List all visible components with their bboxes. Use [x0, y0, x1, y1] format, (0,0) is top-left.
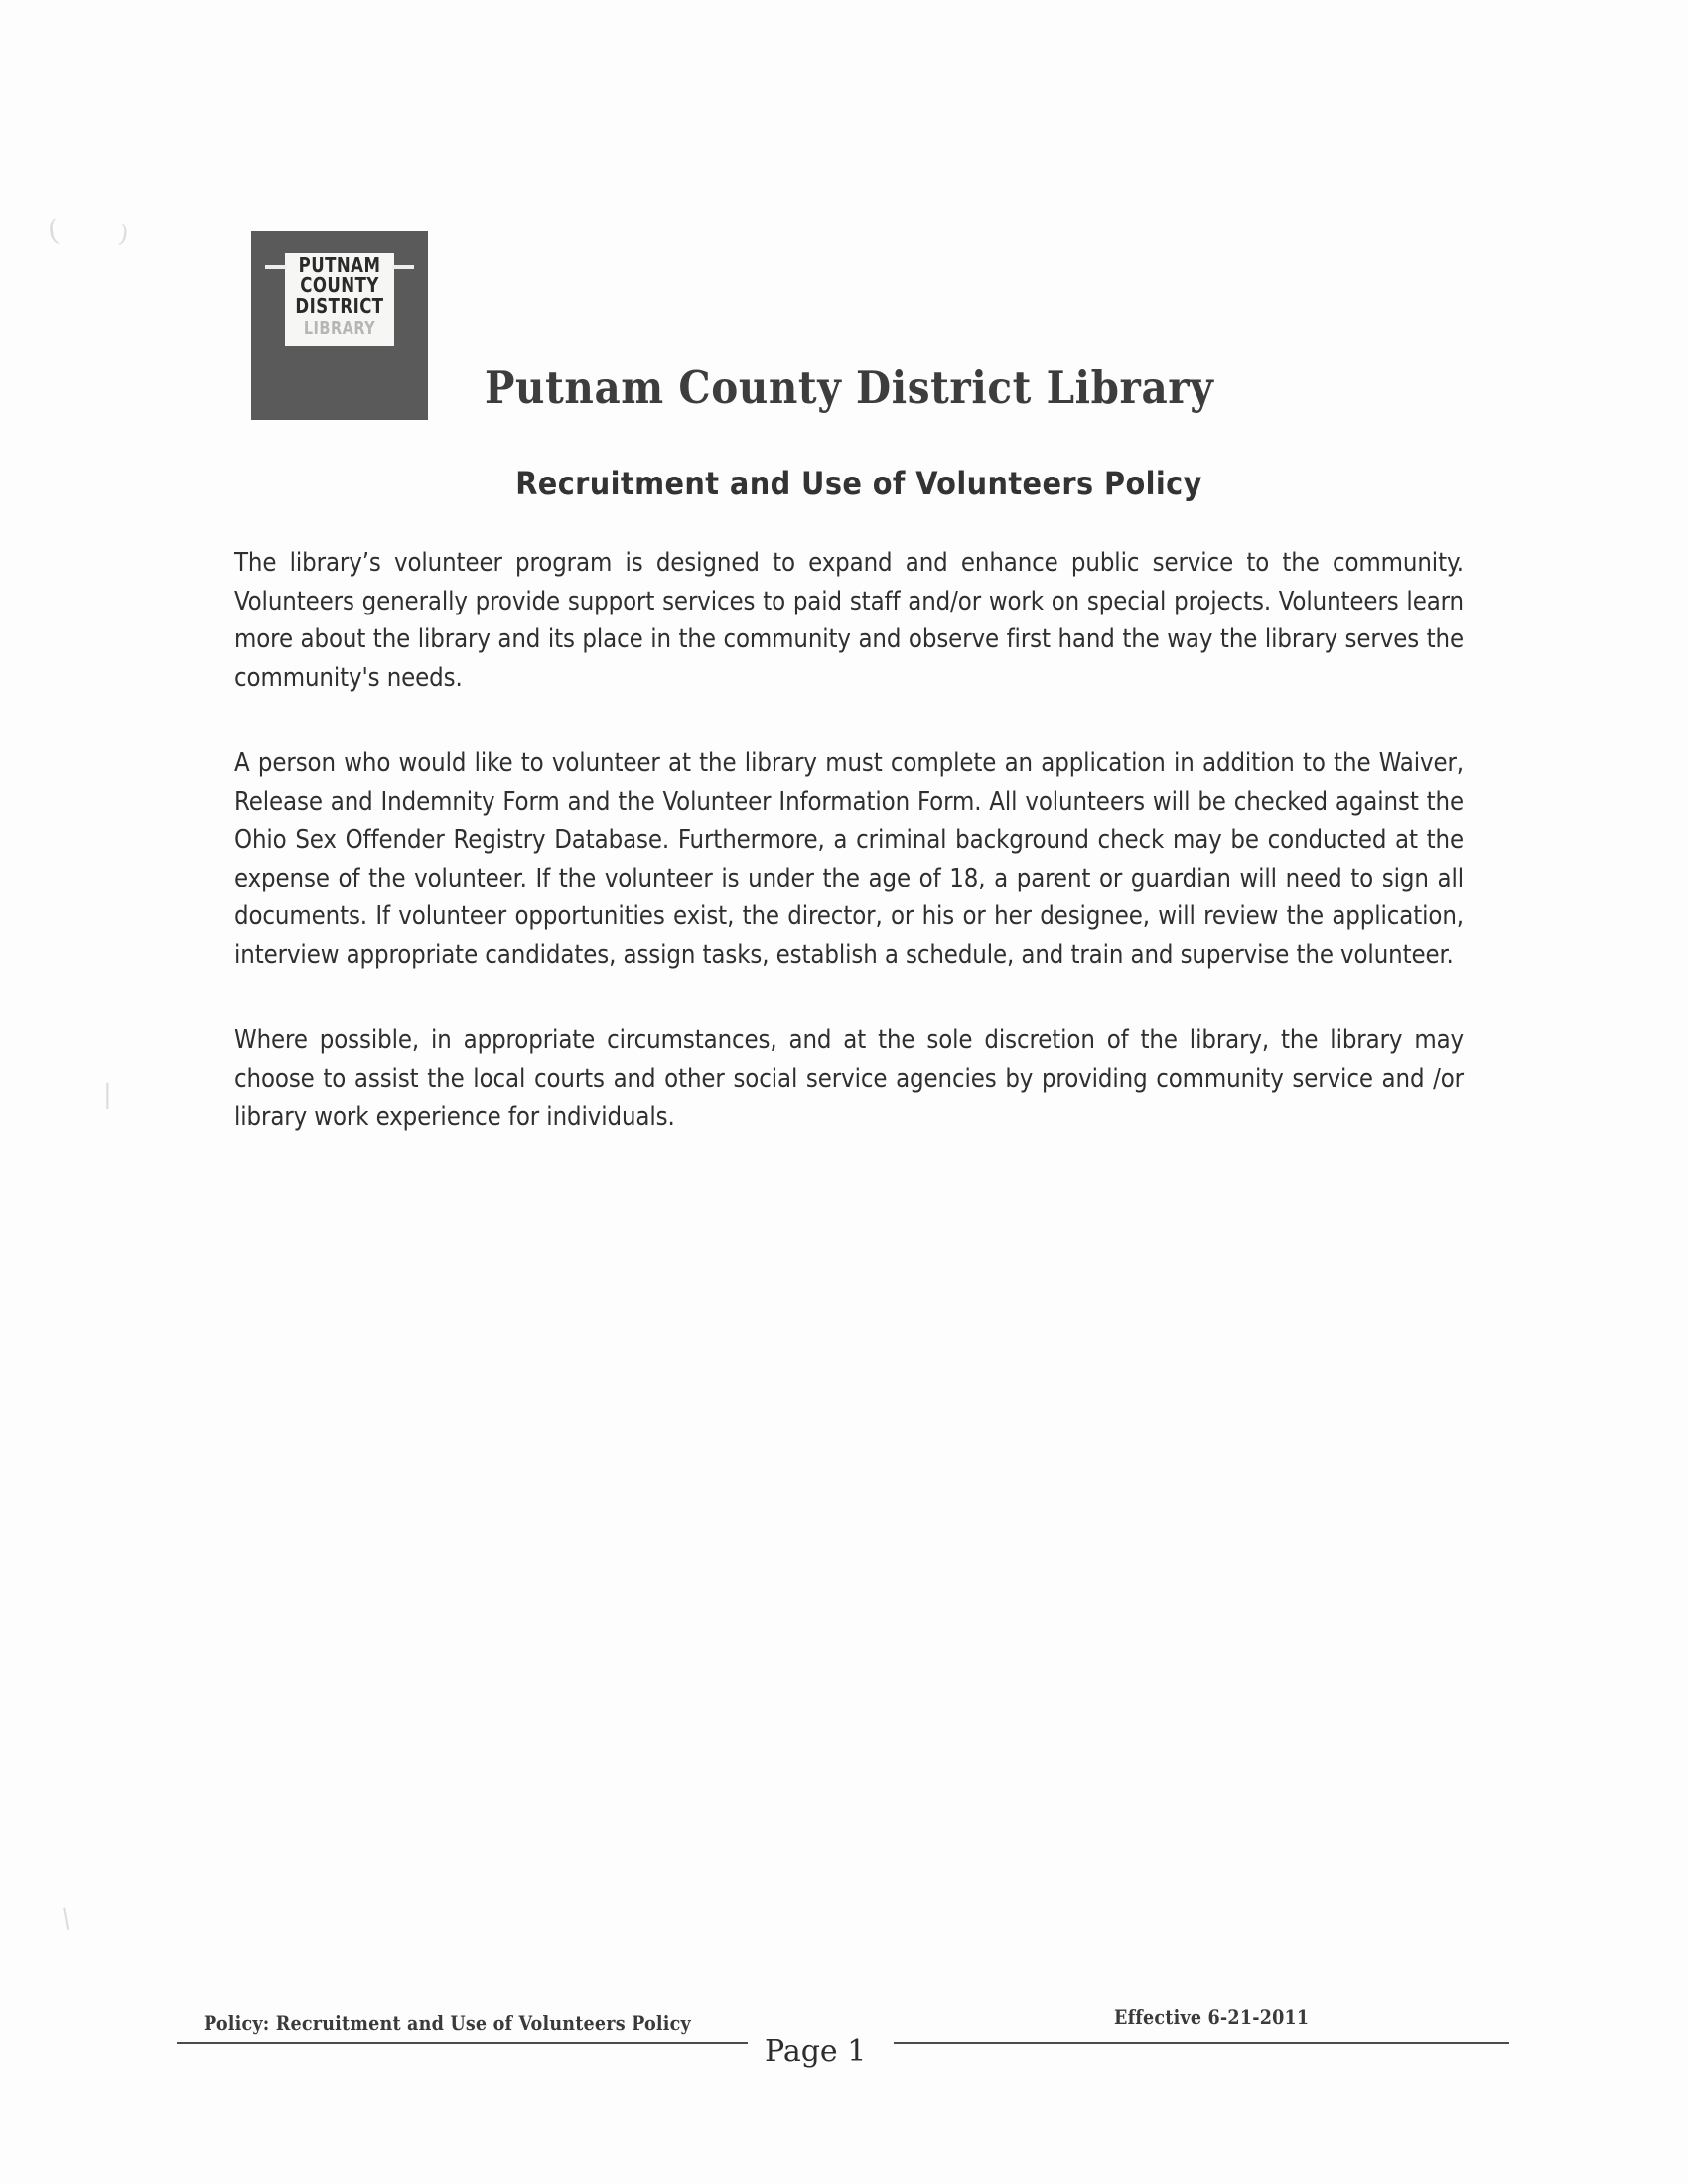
body-paragraph: Where possible, in appropriate circumstances, and at the sole discretion of the library, the library may choose to assist the local courts and other social service agencies by providing community service and /or library work experience for individuals. [234, 1025, 1464, 1132]
logo-line-library: LIBRARY [303, 318, 376, 340]
logo-shoulder-tick-right [392, 265, 414, 269]
scan-artifact-mark: ) [116, 219, 131, 249]
logo-wordmark [287, 255, 392, 339]
document-body [234, 544, 1464, 1137]
footer-rule-left [177, 2042, 748, 2044]
body-paragraph: The library’s volunteer program is designed to expand and enhance public service to the community. Volunteers generally provide support services to paid staff and/or work on special projects. Volunteers learn more about the library and its place in the community and observe first hand the way the library serves the community's needs. [234, 548, 1464, 693]
logo-line-putnam: PUTNAM [298, 253, 381, 277]
policy-subtitle: Recruitment and Use of Volunteers Policy [515, 465, 1202, 502]
footer-page-number: Page 1 [765, 2034, 867, 2069]
footer-policy-label: Policy: Recruitment and Use of Volunteers Policy [204, 2012, 691, 2035]
page-title: Putnam County District Library [485, 361, 1214, 414]
scan-artifact-mark: / [55, 1903, 77, 1935]
logo-shoulder-tick-left [265, 265, 287, 269]
logo-line-county: COUNTY [300, 273, 379, 298]
body-paragraph: A person who would like to volunteer at the library must complete an application in addition to the Waiver, Release and Indemnity Form and the Volunteer Information Form. All volunteers will be checked against the Ohio Sex Offender Registry Database. Furthermore, a criminal background check may be conducted at the expense of the volunteer. If the volunteer is under the age of 18, a parent or guardian will need to sign all documents. If volunteer opportunities exist, the director, or his or her designee, will review the application, interview appropriate candidates, assign tasks, establish a schedule, and train and supervise the volunteer. [234, 749, 1464, 970]
document-footer [0, 2000, 1688, 2119]
scan-artifact-mark: ( [45, 213, 62, 248]
footer-effective-date: Effective 6-21-2011 [1114, 2006, 1310, 2029]
library-logo [251, 231, 428, 420]
logo-line-district: DISTRICT [295, 293, 384, 318]
footer-rule-right [894, 2042, 1509, 2044]
scan-artifact-mark: | [103, 1080, 112, 1110]
